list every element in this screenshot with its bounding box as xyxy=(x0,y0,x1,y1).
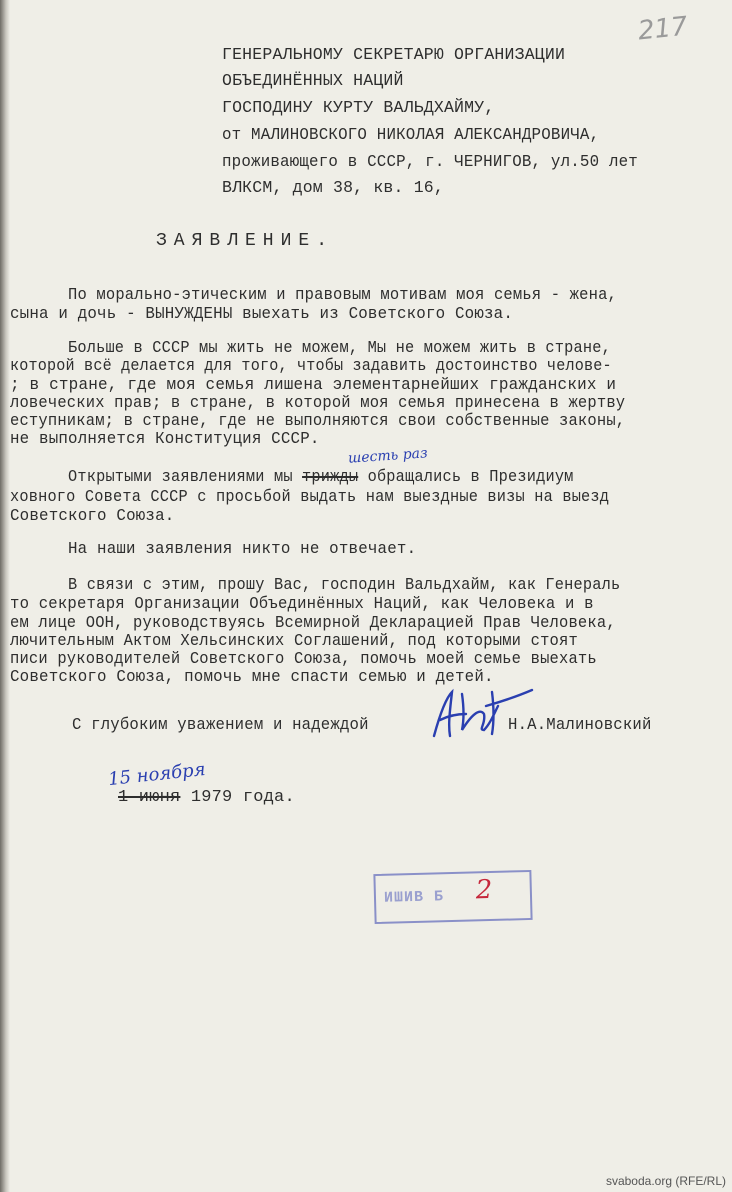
handwritten-date: 15 ноября xyxy=(107,758,207,791)
scanned-left-edge xyxy=(0,0,10,1192)
text-segment: обращались в Президиум xyxy=(358,468,574,487)
handwritten-insert: шесть раз xyxy=(347,445,429,467)
text-line: По морально-этическим и правовым мотивам моя семья - жена, xyxy=(68,286,618,305)
header-line: ВЛКСМ, дом 38, кв. 16, xyxy=(222,179,444,198)
source-watermark: svaboda.org (RFE/RL) xyxy=(605,1174,726,1188)
struck-date: 1 июня xyxy=(118,788,181,807)
struck-word: трижды xyxy=(302,468,359,487)
folio-number: 217 xyxy=(636,11,690,47)
text-line xyxy=(68,468,574,487)
text-line: Больше в СССР мы жить не можем, Мы не можем жить в стране, xyxy=(68,339,611,358)
text-line: писи руководителей Советского Союза, помочь моей семье выехать xyxy=(10,650,597,669)
header-line: ГЕНЕРАЛЬНОМУ СЕКРЕТАРЮ ОРГАНИЗАЦИИ xyxy=(222,46,566,65)
signature-image xyxy=(428,684,538,746)
text-line: которой всё делается для того, чтобы задавить достоинство челове- xyxy=(10,357,612,376)
text-line: ховного Совета СССР с просьбой выдать нам выездные визы на выезд xyxy=(10,488,610,507)
text-line: ловеческих прав; в стране, в которой моя семья принесена в жертву xyxy=(10,394,626,413)
text-line: сына и дочь - ВЫНУЖДЕНЫ выехать из Советского Союза. xyxy=(10,305,514,324)
document-title: ЗАЯВЛЕНИЕ. xyxy=(156,231,335,251)
text-segment: Открытыми заявлениями мы xyxy=(68,468,303,487)
text-line: то секретаря Организации Объединённых Наций, как Человека и в xyxy=(10,595,594,614)
text-line: В связи с этим, прошу Вас, господин Вальдхайм, как Генераль xyxy=(68,576,621,595)
paragraph-4: На наши заявления никто не отвечает. xyxy=(68,540,417,559)
text-line: Советского Союза. xyxy=(10,507,175,526)
text-line: лючительным Актом Хельсинских Соглашений, под которыми стоят xyxy=(10,632,578,651)
closing-regards: С глубоким уважением и надеждой xyxy=(72,716,369,735)
text-line: не выполняется Конституция СССР. xyxy=(10,430,320,449)
text-line: ; в стране, где моя семья лишена элементарнейших гражданских и xyxy=(10,376,617,395)
archive-stamp xyxy=(373,870,532,924)
text-line: ем лице ООН, руководствуясь Всемирной Декларацией Прав Человека, xyxy=(10,614,616,633)
header-line: ОБЪЕДИНЁННЫХ НАЦИЙ xyxy=(222,72,404,91)
stamp-text: ИШИВ Б xyxy=(383,888,445,907)
header-line: ГОСПОДИНУ КУРТУ ВАЛЬДХАЙМУ, xyxy=(222,99,495,118)
date-line xyxy=(118,788,295,807)
date-year: 1979 года. xyxy=(190,788,295,807)
header-line: проживающего в СССР, г. ЧЕРНИГОВ, ул.50 лет xyxy=(222,153,638,172)
header-line: от МАЛИНОВСКОГО НИКОЛАЯ АЛЕКСАНДРОВИЧА, xyxy=(222,126,600,145)
closing-name: Н.А.Малиновский xyxy=(508,716,652,735)
stamp-number: 2 xyxy=(475,874,493,906)
text-line: Советского Союза, помочь мне спасти семью и детей. xyxy=(10,668,494,687)
text-line: еступникам; в стране, где не выполняются свои собственные законы, xyxy=(10,412,626,431)
